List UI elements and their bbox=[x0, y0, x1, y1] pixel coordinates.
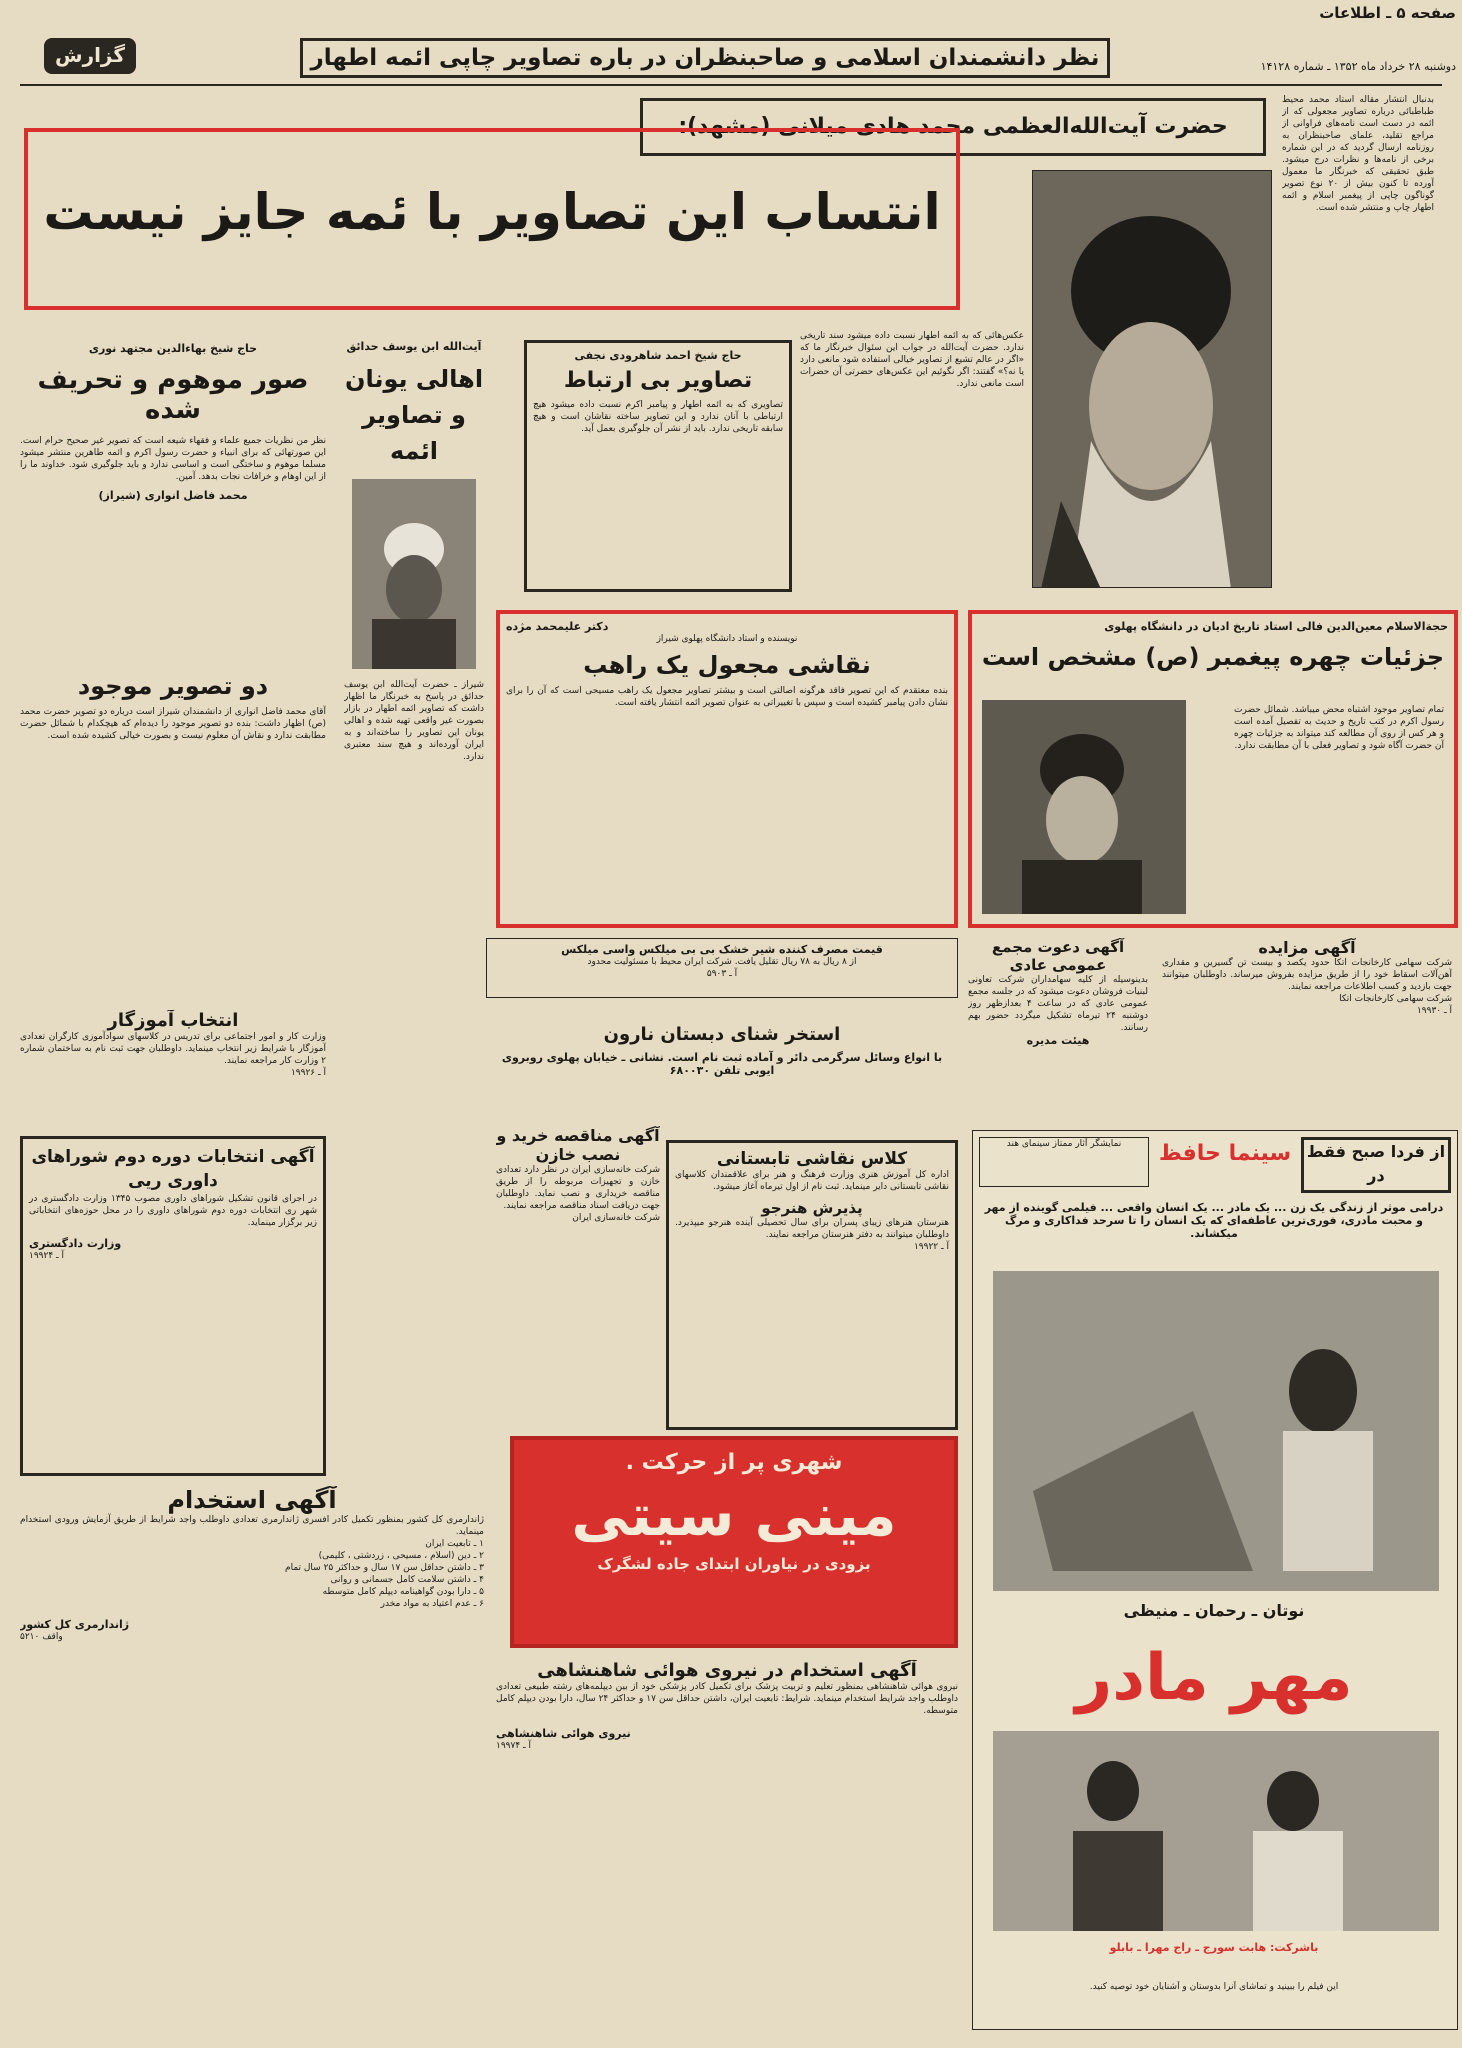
cinema-ad bbox=[972, 1130, 1458, 2030]
cinema-credits: باشرکت: هابت سورج ـ راج مهرا ـ بابلو bbox=[1109, 1941, 1319, 1954]
teacher-ad-title: انتخاب آموزگار bbox=[107, 1010, 239, 1031]
auction-ad-code: آ ـ ۱۹۹۳۰ bbox=[1416, 1006, 1452, 1016]
airforce-ad-title: آگهی استخدام در نیروی هوائی شاهنشاهی bbox=[537, 1660, 917, 1681]
portrait-figure bbox=[1032, 171, 1271, 588]
auction-ad bbox=[1162, 938, 1452, 1116]
hiring-ad-title: آگهی استخدام bbox=[167, 1486, 337, 1514]
moin-box bbox=[968, 610, 1458, 928]
elections-ad-title: آگهی انتخابات دوره دوم شوراهای داوری ریی bbox=[31, 1147, 315, 1191]
moin-text: تمام تصاویر موجود اشتباه محض میباشد. شمائل حضرت رسول اکرم در کتب تاریخ و حدیث به تفصیل آمده است و هر کس از روی آن مطالعه کند میتواند به جزئیات چهره آن حضرت آگاه شود و تصاویر فعلی با آن مطابقت ندارد. bbox=[1234, 705, 1444, 751]
teacher-ad-code: آ ـ ۱۹۹۲۶ bbox=[290, 1068, 326, 1078]
milani-headline: انتساب این تصاویر با ئمه جایز نیست bbox=[24, 128, 960, 310]
cinema-stars: نوتان ـ رحمان ـ منیظی bbox=[1123, 1601, 1305, 1620]
airforce-ad bbox=[496, 1660, 958, 2026]
pool-ad-text: با انواع وسائل سرگرمی دائر و آماده ثبت نام است. نشانی ـ خیابان پهلوی روبروی ایوبی تلفن ۶۸۰۰۳۰ bbox=[501, 1051, 943, 1077]
airforce-ad-text: نیروی هوائی شاهنشاهی بمنظور تعلیم و تربیت پزشک برای تکمیل کادر پزشکی خود از بین دیپلمه‌های رشته طبیعی تعدادی داوطلب واجد شرایط استخدام مینماید. شرایط: تابعیت ایران، داشتن حداقل سن ۱۷ و حداکثر ۲۴ سال، دارا بودن دیپلم کامل متوسطه. bbox=[496, 1682, 958, 1716]
anvari-text: آقای محمد فاضل انواری از دانشمندان شیراز است درباره دو تصویر حضرت محمد (ص) اظهار داشت: بنده دو تصویر موجود را دیده‌ام که هیچکدام با شمائل حضرت مطابقت ندارد و نقاش آن معلوم نیست و بصورت خیالی کشیده شده است. bbox=[20, 707, 326, 741]
teacher-ad-text: وزارت کار و امور اجتماعی برای تدریس در کلاسهای سوادآموزی کارگران تعدادی آموزگار با شرایط زیر انتخاب مینماید. داوطلبان جهت ثبت نام به ساختمان شماره ۲ وزارت کار مراجعه نمایند. bbox=[20, 1032, 326, 1066]
minicity-tagline: شهری پر از حرکت . bbox=[625, 1450, 843, 1475]
summer-class-ad bbox=[666, 1140, 958, 1430]
moin-kicker: حجة‌الاسلام معین‌الدین فالی استاد تاریخ ادیان در دانشگاه پهلوی bbox=[1104, 620, 1448, 633]
cinema-footer: این فیلم را ببینید و تماشای آنرا بدوستان و آشنایان خود توصیه کنید. bbox=[1089, 1982, 1339, 1992]
milani-kicker: حضرت آیت‌الله‌العظمی محمد هادی میلانی (مشهد): bbox=[640, 98, 1266, 156]
anvari-article bbox=[20, 666, 326, 1006]
hiring-item: ۴ ـ داشتن سلامت کامل جسمانی و روانی bbox=[330, 1575, 484, 1585]
anvari-headline: دو تصویر موجود bbox=[77, 672, 269, 700]
summer-class-title: کلاس نقاشی تابستانی bbox=[716, 1149, 908, 1169]
mozhdeh-role: نویسنده و استاد دانشگاه پهلوی شیراز bbox=[656, 634, 798, 644]
assembly-ad-signature: هیئت مدیره bbox=[1026, 1034, 1090, 1047]
cinema-exhibition: نمایشگر آثار ممتاز سینمای هند bbox=[979, 1137, 1149, 1187]
airforce-code: آ ـ ۱۹۹۷۴ bbox=[496, 1741, 532, 1751]
summer-sub-title: پذیرش هنرجو bbox=[761, 1199, 863, 1217]
cinema-from-label: از فردا صبح فقط در bbox=[1301, 1137, 1451, 1193]
hiring-ad-text: ژاندارمری کل کشور بمنظور تکمیل کادر افسری ژاندارمری تعدادی داوطلب واجد شرایط از طریق آزمایش ورودی استخدام مینماید. bbox=[20, 1515, 484, 1537]
najafi-box bbox=[524, 340, 792, 592]
assembly-ad bbox=[968, 938, 1148, 1116]
hiring-code: واقف ۵۲۱۰ bbox=[20, 1632, 63, 1642]
hadaegh-headline: اهالی یونان و تصاویر ائمه bbox=[344, 365, 484, 465]
minicity-ad bbox=[510, 1436, 958, 1648]
tender-ad-text: شرکت خانه‌سازی ایران در نظر دارد تعدادی خازن و تجهیزات مربوطه را از طریق مناقصه خریداری و نصب نماید. داوطلبان جهت دریافت اسناد مناقصه مراجعه نمایند. bbox=[496, 1165, 660, 1211]
minicity-name: مینی سیتی bbox=[571, 1481, 897, 1549]
mozhdeh-text: بنده معتقدم که این تصویر فاقد هرگونه اصالتی است و بیشتر تصاویر مجعول یک راهب مسیحی است که آن را برای نشان دادن پیامبر کشیده است و سپس با تغییراتی به عنوان تصویر ائمه انتشار یافته است. bbox=[506, 686, 948, 708]
intro-column: بدنبال انتشار مقاله استاد محمد محیط طباطبائی درباره تصاویر مجعولی که از ائمه در دست است نامه‌های فراوانی از مراجع تقلید، علمای صاحبنظران به روزنامه ارسال گردید که در این شماره برخی از نامه‌ها و نظرات درج میشود. طبق تحقیقی که خبرنگار ما معمول آورده تا کنون بیش از ۲۰ نوع تصویر گوناگون چاپی از پیغمبر اسلام و ائمه اطهار چاپ و منتشر شده است. bbox=[1282, 95, 1434, 213]
nouri-headline: صور موهوم و تحریف شده bbox=[37, 365, 309, 425]
page-label: صفحه ۵ ـ اطلاعات bbox=[1319, 4, 1456, 22]
hadaegh-photo bbox=[352, 479, 476, 669]
nouri-signature: محمد فاضل انواری (شیراز) bbox=[98, 489, 248, 502]
date-line: دوشنبه ۲۸ خرداد ماه ۱۳۵۲ ـ شماره ۱۴۱۲۸ bbox=[1260, 60, 1456, 73]
summer-sub-text: هنرستان هنرهای زیبای پسران برای سال تحصیلی آینده هنرجو میپذیرد. داوطلبان میتوانند به دفتر هنرستان مراجعه نمایند. bbox=[675, 1218, 949, 1240]
mozhdeh-headline: نقاشی مجعول یک راهب bbox=[583, 651, 871, 679]
summer-code: آ ـ ۱۹۹۲۲ bbox=[913, 1242, 949, 1252]
cinema-still-1 bbox=[993, 1271, 1439, 1591]
airforce-signature: نیروی هوائی شاهنشاهی bbox=[496, 1727, 631, 1740]
tender-ad-title: آگهی مناقصه خرید و نصب خازن bbox=[496, 1126, 660, 1164]
auction-ad-title: آگهی مزایده bbox=[1258, 938, 1356, 957]
summer-class-text: اداره کل آموزش هنری وزارت فرهنگ و هنر برای علاقمندان کلاسهای نقاشی تابستانی دایر مینماید. ثبت نام از اول تیرماه آغاز میشود. bbox=[675, 1170, 949, 1192]
hiring-item: ۱ ـ تابعیت ایران bbox=[425, 1539, 484, 1549]
milk-ad bbox=[486, 938, 958, 998]
cinema-desc: درامی موثر از زندگی یک زن ... یک مادر ... یک انسان واقعی ... فیلمی گوینده از مهر و محبت مادری، فوری‌ترین عاطفه‌ای که یک انسان را تا سرحد فداکاری و مرگ میکشاند. bbox=[984, 1201, 1444, 1240]
moin-photo bbox=[982, 700, 1186, 914]
mozhdeh-author: دکتر علیمحمد مژده bbox=[506, 620, 609, 633]
teacher-ad bbox=[20, 1010, 326, 1130]
najafi-author: حاج شیخ احمد شاهرودی نجفی bbox=[574, 349, 742, 362]
hadaegh-text: شیراز ـ حضرت آیت‌الله ابن یوسف حدائق در پاسخ به خبرنگار ما اظهار داشت که تصاویر ائمه اطهار در بازار بصورت غیر واقعی تهیه شده و اهالی یونان این تصاویر را ساخته‌اند و به ایران آورده‌اند و هیچ سند معتبری ندارد. bbox=[344, 680, 484, 762]
cinema-still-2 bbox=[993, 1731, 1439, 1931]
nouri-article bbox=[20, 342, 326, 672]
elections-ad-text: در اجرای قانون تشکیل شوراهای داوری مصوب ۱۳۴۵ وزارت دادگستری در شهر ری انتخابات دوره دوم شوراهای داوری را در محل حوزه‌های انتخاباتی زیر برگزار مینماید. bbox=[29, 1194, 317, 1228]
auction-ad-signature: شرکت سهامی کارخانجات اتکا bbox=[1339, 994, 1452, 1004]
mozhdeh-box bbox=[496, 610, 958, 928]
tender-ad-signature: شرکت خانه‌سازی ایران bbox=[572, 1213, 660, 1223]
tender-ad bbox=[496, 1126, 660, 1426]
hiring-item: ۵ ـ دارا بودن گواهینامه دیپلم کامل متوسطه bbox=[322, 1587, 484, 1597]
hiring-ad bbox=[20, 1486, 484, 2026]
hadaegh-author: آیت‌الله ابن یوسف حدائق bbox=[346, 340, 482, 353]
cinema-title: مهر مادر bbox=[1075, 1641, 1353, 1715]
nouri-text: نظر من نظریات جمیع علماء و فقهاء شیعه است که تصویر غیر صحیح حرام است. این صورتهائی که برای انبیاء و حضرت رسول اکرم و ائمه طاهرین منتشر میشود مسلما موهوم و ساختگی است و اساسی ندارد و باید جلوگیری شود. خداوند ما را از این اوهام و خرافات نجات بدهد. آمین. bbox=[20, 436, 326, 482]
minicity-subline: بزودی در نیاوران ابتدای جاده لشگرک bbox=[597, 1555, 871, 1573]
nouri-author: حاج شیخ بهاءالدین مجتهد نوری bbox=[88, 342, 258, 355]
elections-ad bbox=[20, 1136, 326, 1476]
header-rule bbox=[20, 84, 1442, 86]
milani-text: عکس‌هائی که به ائمه اطهار نسبت داده میشود سند تاریخی ندارد. حضرت آیت‌الله در جواب این سئوال خبرنگار ما که «اگر در عالم تشیع از تصاویر خیالی استفاده شود مانعی دارد یا نه؟» گفتند: اگر نگوئیم این عکس‌های حضرتی آن حضرات است مانعی ندارد. bbox=[800, 331, 1024, 389]
milk-ad-text: از ۸ ریال به ۷۸ ریال تقلیل یافت. شرکت ایران محیط با مسئولیت محدود bbox=[587, 957, 857, 967]
elections-ad-code: آ ـ ۱۹۹۲۴ bbox=[29, 1251, 65, 1261]
assembly-ad-text: بدینوسیله از کلیه سهامداران شرکت تعاونی لبنیات فروشان دعوت میشود که در جلسه مجمع عمومی عادی که در ساعت ۴ بعدازظهر روز دوشنبه ۲۴ تیرماه تشکیل میگردد حضور بهم رسانند. bbox=[968, 975, 1148, 1033]
hiring-item: ۳ ـ داشتن حداقل سن ۱۷ سال و حداکثر ۲۵ سال تمام bbox=[285, 1563, 484, 1573]
elections-ad-signature: وزارت دادگستری bbox=[29, 1237, 122, 1250]
pool-ad bbox=[486, 1020, 958, 1116]
pool-ad-title: استخر شنای دبستان نارون bbox=[603, 1024, 841, 1045]
hadaegh-column bbox=[344, 340, 484, 900]
page-main-title: نظر دانشمندان اسلامی و صاحبنظران در باره تصاویر چاپی ائمه اطهار bbox=[300, 38, 1110, 78]
milk-ad-title: قیمت مصرف کننده شیر خشک بی بی میلکس واسی میلکس bbox=[561, 943, 883, 956]
report-badge: گزارش bbox=[44, 38, 136, 74]
milk-ad-code: آ ـ ۵۹۰۳ bbox=[706, 969, 738, 979]
assembly-ad-title: آگهی دعوت مجمع عمومی عادی bbox=[991, 938, 1125, 974]
moin-headline: جزئیات چهره پیغمبر (ص) مشخص است bbox=[981, 643, 1445, 671]
cinema-name: سینما حافظ bbox=[1158, 1141, 1292, 1166]
najafi-text: تصاویری که به ائمه اطهار و پیامبر اکرم نسبت داده میشود هیچ ارتباطی با آنان ندارد و این تصاویر ساخته نقاشان است و هیچ سابقه تاریخی ندارد. باید از نشر آن جلوگیری بعمل آید. bbox=[533, 400, 783, 434]
hiring-item: ۲ ـ دین (اسلام ، مسیحی ، زردشتی ، کلیمی) bbox=[318, 1551, 484, 1561]
milani-portrait bbox=[1032, 170, 1272, 588]
hiring-item: ۶ ـ عدم اعتیاد به مواد مخدر bbox=[380, 1599, 484, 1609]
najafi-headline: تصاویر بی ارتباط bbox=[563, 368, 753, 393]
hiring-signature: ژاندارمری کل کشور bbox=[20, 1618, 130, 1631]
auction-ad-text: شرکت سهامی کارخانجات اتکا حدود یکصد و بیست تن گسیرین و مقداری آهن‌آلات اسقاط خود را از طریق مزایده بفروش میرساند. داوطلبان میتوانند جهت بازدید و کسب اطلاعات مراجعه نمایند. bbox=[1162, 958, 1452, 992]
